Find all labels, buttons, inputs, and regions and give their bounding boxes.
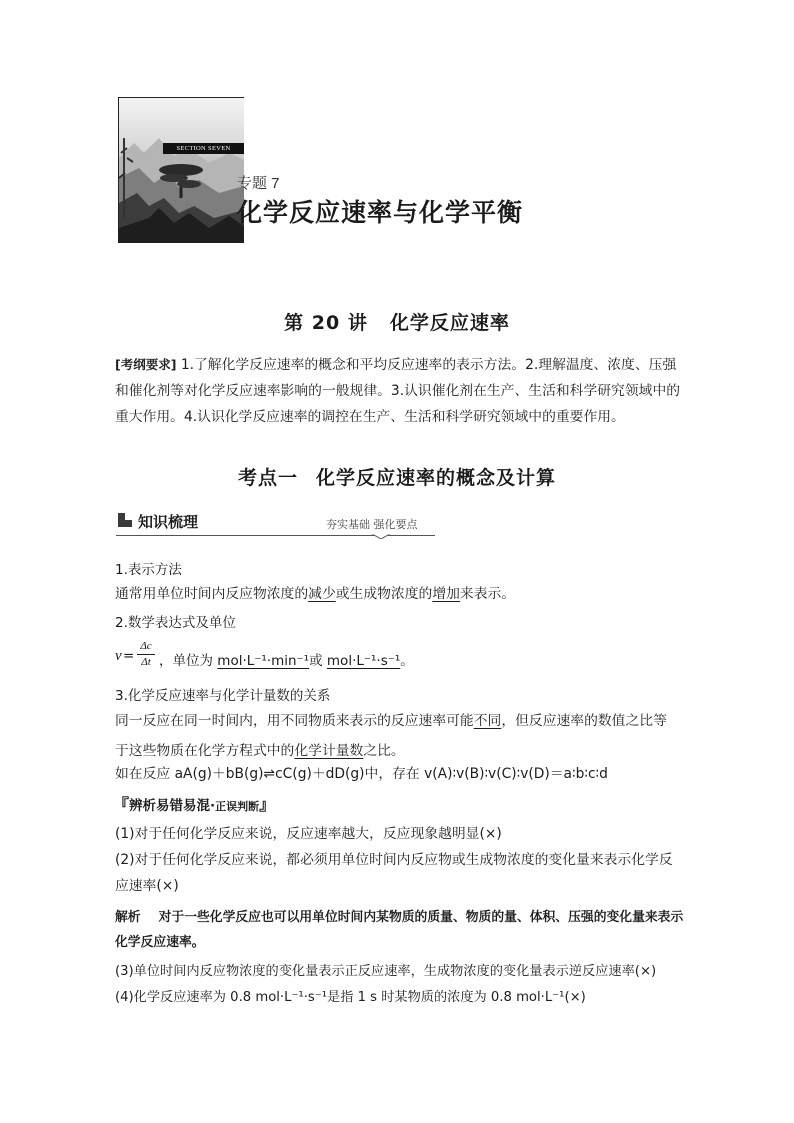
judge-item-2-line1: (2)对于任何化学反应来说，都必须用单位时间内反应物或生成物浓度的变化量来表示化学反 bbox=[115, 852, 673, 868]
judge-header bbox=[113, 792, 275, 815]
bracket-open: 『 bbox=[113, 795, 130, 814]
text-fragment: ，但反应速率的数值之比等 bbox=[501, 713, 667, 729]
mountain-pine-landscape-image bbox=[119, 98, 244, 243]
underlined-answer: 不同 bbox=[473, 713, 502, 729]
fraction-numerator: Δc bbox=[140, 640, 152, 652]
lecture-title bbox=[0, 308, 794, 335]
section-1-text bbox=[115, 581, 695, 607]
text-fragment: 或生成物浓度的 bbox=[335, 586, 433, 602]
header-divider-left bbox=[116, 535, 374, 536]
judge-dot: · bbox=[210, 798, 216, 814]
judge-item-4: (4)化学反应速率为 0.8 mol·L⁻¹·s⁻¹是指 1 s 时某物质的浓度为 0.8 mol·L⁻¹(×) bbox=[115, 990, 586, 1005]
kaodian-name: 化学反应速率的概念及计算 bbox=[316, 467, 557, 489]
requirements-paragraph bbox=[115, 352, 685, 430]
text-fragment: 来表示。 bbox=[459, 586, 516, 602]
text-fragment: 之比。 bbox=[363, 743, 405, 759]
knowledge-slogan: 夯实基础 强化要点 bbox=[326, 518, 418, 531]
section-word: SECTION bbox=[176, 145, 207, 152]
analysis-text: 对于一些化学反应也可以用单位时间内某物质的质量、物质的量、体积、压强的变化量来表示化学反应速率。 bbox=[115, 910, 684, 950]
text-fragment: 。 bbox=[400, 653, 414, 669]
lecture-number: 第 20 讲 bbox=[284, 312, 368, 334]
section-number: SEVEN bbox=[208, 145, 231, 152]
header-divider-right bbox=[388, 535, 435, 536]
section-3-text-line1 bbox=[115, 708, 690, 734]
requirements-text: 1.了解化学反应速率的概念和平均反应速率的表示方法。2.理解温度、浓度、压强和催化剂等对化学反应速率影响的一般规律。3.认识催化剂在生产、生活和科学研究领域中的重大作用。4.认识化学反应速率的调控在生产、生活和科学研究领域中的重要作用。 bbox=[115, 357, 681, 425]
section-1-heading: 1.表示方法 bbox=[115, 562, 182, 578]
underlined-answer: 增加 bbox=[432, 586, 460, 602]
underlined-answer: 减少 bbox=[308, 586, 336, 602]
judge-item-3: (3)单位时间内反应物浓度的变化量表示正反应速率，生成物浓度的变化量表示逆反应速率(×) bbox=[115, 964, 657, 979]
formula-fraction bbox=[137, 640, 155, 669]
lecture-name: 化学反应速率 bbox=[389, 312, 510, 334]
square-marker-icon bbox=[118, 513, 132, 527]
underlined-answer: 化学计量数 bbox=[294, 743, 364, 759]
judge-title: 辨析易错易混 bbox=[129, 798, 211, 814]
reaction-example: 如在反应 aA(g)＋bB(g)⇌cC(g)＋dD(g)中，存在 v(A)∶v(B)∶v(C)∶v(D)＝a∶b∶c∶d bbox=[115, 766, 608, 782]
formula-v: v bbox=[115, 648, 122, 664]
rate-formula bbox=[115, 640, 695, 674]
judge-small: 正误判断 bbox=[215, 800, 260, 813]
requirements-tag: [考纲要求] bbox=[115, 357, 177, 372]
underlined-answer: mol·L⁻¹·min⁻¹ bbox=[217, 653, 310, 669]
judge-item-1: (1)对于任何化学反应来说，反应速率越大，反应现象越明显(×) bbox=[115, 826, 502, 842]
text-fragment: 或 bbox=[309, 653, 327, 669]
topic-subtitle: 专题 7 bbox=[237, 175, 280, 192]
text-fragment: 于这些物质在化学方程式中的 bbox=[115, 743, 295, 759]
formula-units bbox=[159, 649, 414, 669]
formula-equals: = bbox=[123, 648, 135, 664]
underlined-answer: mol·L⁻¹·s⁻¹ bbox=[326, 653, 401, 669]
section-label bbox=[163, 143, 244, 154]
knowledge-label: 知识梳理 bbox=[138, 513, 199, 531]
text-fragment: 同一反应在同一时间内，用不同物质来表示的反应速率可能 bbox=[115, 713, 474, 729]
text-fragment: 通常用单位时间内反应物浓度的 bbox=[115, 586, 309, 602]
analysis-label: 解析 bbox=[115, 910, 141, 925]
fraction-denominator: Δt bbox=[141, 656, 151, 668]
analysis-paragraph bbox=[115, 905, 695, 955]
text-fragment: ，单位为 bbox=[159, 653, 218, 669]
topic-title: 化学反应速率与化学平衡 bbox=[237, 198, 524, 227]
kaodian-title bbox=[0, 463, 794, 490]
section-2-heading: 2.数学表达式及单位 bbox=[115, 615, 236, 631]
bracket-close: 』 bbox=[259, 795, 276, 814]
kaodian-number: 考点一 bbox=[237, 467, 298, 489]
judge-item-2-line2: 应速率(×) bbox=[115, 878, 179, 894]
section-3-heading: 3.化学反应速率与化学计量数的关系 bbox=[115, 688, 331, 704]
